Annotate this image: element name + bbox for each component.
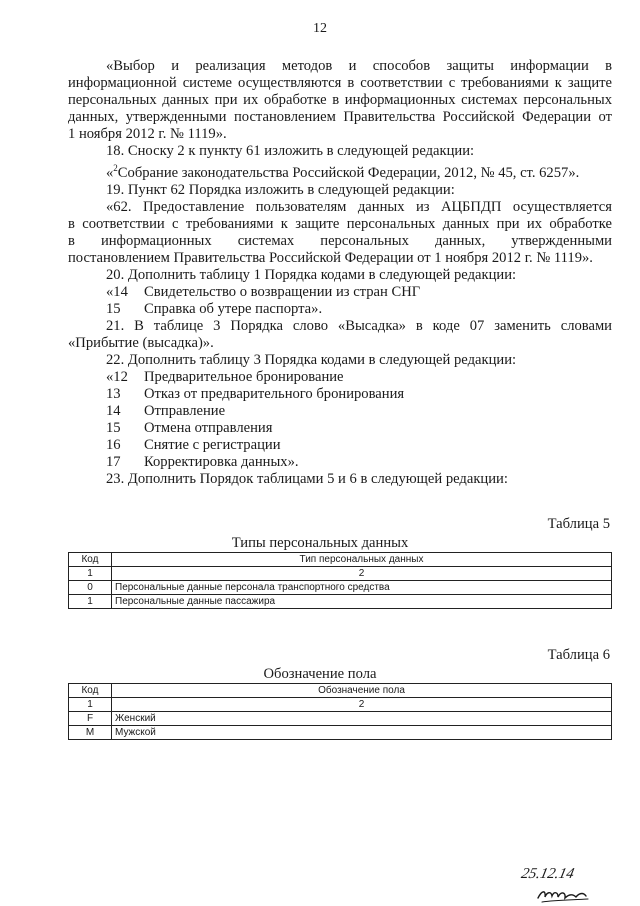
item-code: 13 bbox=[106, 385, 121, 402]
paragraph-line: информационной системе осуществляются в соответствии с требованиями к защите bbox=[68, 75, 612, 91]
code-cell: 1 bbox=[69, 595, 112, 609]
value-cell: Женский bbox=[112, 712, 612, 726]
page-number: 12 bbox=[313, 21, 327, 36]
item-code: «12 bbox=[106, 368, 128, 385]
numbering-cell: 2 bbox=[112, 567, 612, 581]
table-numbering-row bbox=[69, 567, 612, 581]
table-numbering-row bbox=[69, 698, 612, 712]
table5-title: Типы персональных данных bbox=[231, 535, 409, 551]
paragraph-19: 19. Пункт 62 Порядка изложить в следующей редакции: bbox=[106, 181, 455, 198]
list-item bbox=[68, 386, 612, 403]
paragraph-line: «Прибытие (высадка)». bbox=[68, 334, 214, 351]
paragraph-line: «Выбор и реализация методов и способов защиты информации в bbox=[106, 58, 612, 74]
signature-date: 25.12.14 bbox=[519, 865, 576, 882]
list-item bbox=[68, 437, 612, 454]
paragraph-line: в соответствии с требованиями к защите персональных данных при их обработке bbox=[68, 215, 612, 232]
item-code: 17 bbox=[106, 453, 121, 470]
footnote-quote: « bbox=[106, 164, 114, 181]
item-text: Предварительное бронирование bbox=[144, 368, 344, 385]
item-code: 16 bbox=[106, 436, 121, 453]
table-header-row bbox=[69, 684, 612, 698]
list-item bbox=[68, 420, 612, 437]
code-cell: 0 bbox=[69, 581, 112, 595]
header-code: Код bbox=[69, 553, 112, 567]
paragraph-22: 22. Дополнить таблицу 3 Порядка кодами в следующей редакции: bbox=[106, 351, 517, 368]
item-text: Снятие с регистрации bbox=[144, 436, 281, 453]
item-code: 15 bbox=[106, 419, 121, 436]
table-row bbox=[69, 595, 612, 609]
paragraph-line: в информационных системах персональных данных, утвержденными bbox=[68, 232, 612, 249]
paragraph-23: 23. Дополнить Порядок таблицами 5 и 6 в следующей редакции: bbox=[106, 470, 508, 487]
table-row bbox=[69, 712, 612, 726]
table-header-row bbox=[69, 553, 612, 567]
signature-underline bbox=[542, 899, 588, 902]
item-text: Отказ от предварительного бронирования bbox=[144, 385, 405, 402]
numbering-cell: 2 bbox=[112, 698, 612, 712]
item-text: Отмена отправления bbox=[144, 419, 273, 436]
list-item bbox=[68, 284, 612, 301]
table6 bbox=[68, 683, 612, 740]
item-text: Справка об утере паспорта». bbox=[144, 300, 323, 317]
table-row bbox=[69, 726, 612, 740]
value-cell: Мужской bbox=[112, 726, 612, 740]
list-item bbox=[68, 403, 612, 420]
item-code: 14 bbox=[106, 402, 121, 419]
code-cell: F bbox=[69, 712, 112, 726]
handwritten-signature bbox=[516, 862, 612, 906]
numbering-cell: 1 bbox=[69, 567, 112, 581]
item-text: Свидетельство о возвращении из стран СНГ bbox=[144, 283, 421, 300]
item-text: Отправление bbox=[144, 402, 226, 419]
document-body bbox=[68, 58, 612, 488]
header-gender: Обозначение пола bbox=[112, 684, 612, 698]
table5-caption: Таблица 5 bbox=[547, 516, 610, 532]
paragraph-line: 1 ноября 2012 г. № 1119». bbox=[68, 126, 227, 142]
header-type: Тип персональных данных bbox=[112, 553, 612, 567]
value-cell: Персональные данные пассажира bbox=[112, 595, 612, 609]
item-text: Корректировка данных». bbox=[144, 453, 299, 470]
paragraph-line: 21. В таблице 3 Порядка слово «Высадка» в коде 07 заменить словами bbox=[106, 317, 612, 334]
table6-caption: Таблица 6 bbox=[547, 647, 610, 663]
header-code: Код bbox=[69, 684, 112, 698]
paragraph-20: 20. Дополнить таблицу 1 Порядка кодами в следующей редакции: bbox=[106, 266, 517, 283]
paragraph-line: данных, утвержденными постановлением Правительства Российской Федерации от bbox=[68, 109, 612, 125]
paragraph-18: 18. Сноску 2 к пункту 61 изложить в следующей редакции: bbox=[106, 143, 475, 159]
table-row bbox=[69, 581, 612, 595]
numbering-cell: 1 bbox=[69, 698, 112, 712]
table6-title: Обозначение пола bbox=[263, 666, 377, 682]
paragraph-line: персональных данных при их обработке в информационных системах персональных bbox=[68, 92, 612, 108]
list-item bbox=[68, 454, 612, 471]
list-item bbox=[68, 301, 612, 318]
paragraph-line: «62. Предоставление пользователям данных из АЦБПДП осуществляется bbox=[106, 198, 612, 215]
footnote-mark: 2 bbox=[113, 163, 118, 173]
item-code: 15 bbox=[106, 300, 121, 317]
list-item bbox=[68, 369, 612, 386]
footnote-body: Собрание законодательства Российской Федерации, 2012, № 45, ст. 6257». bbox=[117, 164, 580, 181]
item-code: «14 bbox=[106, 283, 128, 300]
footnote-text bbox=[68, 160, 612, 182]
code-cell: M bbox=[69, 726, 112, 740]
paragraph-line: постановлением Правительства Российской Федерации от 1 ноября 2012 г. № 1119». bbox=[68, 249, 593, 266]
signature-scribble bbox=[538, 892, 586, 898]
table5 bbox=[68, 552, 612, 609]
value-cell: Персональные данные персонала транспортного средства bbox=[112, 581, 612, 595]
